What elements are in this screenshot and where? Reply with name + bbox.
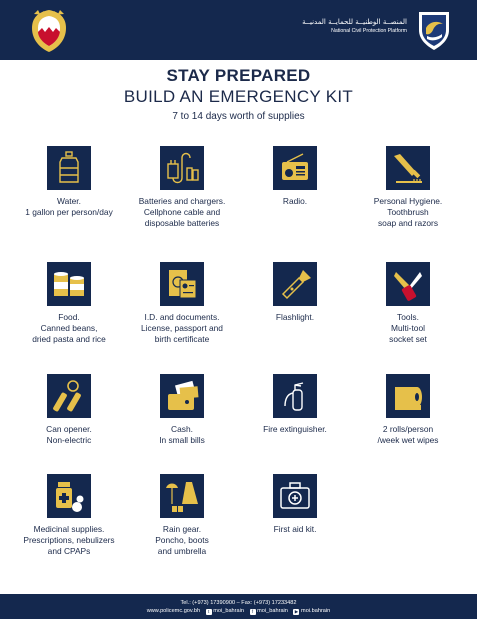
kit-item-detail: birth certificate [154, 334, 210, 344]
kit-item-hygiene [350, 146, 466, 229]
kit-item-tools [350, 262, 466, 345]
kit-item-name: Personal Hygiene. [373, 196, 443, 206]
platform-name-arabic: المنصــة الوطنيــة للحمايــة المدنيــة [302, 18, 407, 26]
kit-item-radio [237, 146, 353, 207]
kit-item-name: Tools. [397, 312, 419, 322]
kit-item-detail: and CPAPs [47, 546, 91, 556]
kit-item-first-aid [237, 474, 353, 535]
kit-item-detail: and umbrella [157, 546, 207, 556]
kit-item-detail: In small bills [159, 435, 205, 445]
kit-item-name: First aid kit. [273, 524, 317, 534]
civil-protection-shield-icon [415, 8, 453, 52]
social-handle[interactable]: moi_bahrain [257, 608, 288, 614]
canned-food-icon [47, 262, 91, 306]
kit-item-rain-gear [124, 474, 240, 557]
kit-item-medicine [11, 474, 127, 557]
toothbrush-icon [386, 146, 430, 190]
kit-item-flashlight [237, 262, 353, 323]
kit-item-cash [124, 374, 240, 446]
kit-item-detail: Multi-tool [391, 323, 425, 333]
kit-item-name: Flashlight. [275, 312, 315, 322]
kit-item-name: I.D. and documents. [144, 312, 220, 322]
flashlight-icon [273, 262, 317, 306]
kit-item-detail: Prescriptions, nebulizers [23, 535, 115, 545]
kit-item-name: Can opener. [46, 424, 92, 434]
youtube-icon: ▶ [294, 609, 299, 614]
kit-item-name: Food. [58, 312, 80, 322]
page-subtitle: 7 to 14 days worth of supplies [172, 111, 305, 122]
kit-item-batteries [124, 146, 240, 229]
first-aid-kit-icon [273, 474, 317, 518]
wallet-cash-icon [160, 374, 204, 418]
passport-icon [160, 262, 204, 306]
kit-item-detail: Cellphone cable and [143, 207, 221, 217]
social-handle[interactable]: moi_bahrain [213, 608, 244, 614]
facebook-icon: f [250, 609, 256, 615]
page-heading: BUILD AN EMERGENCY KIT [123, 87, 354, 106]
kit-item-name: 2 rolls/person [382, 424, 434, 434]
kit-item-can-opener [11, 374, 127, 446]
kit-item-name: Cash. [171, 424, 193, 434]
kit-item-name: Water. [57, 196, 81, 206]
can-opener-icon [47, 374, 91, 418]
rain-gear-icon [160, 474, 204, 518]
social-handle[interactable]: moi.bahrain [301, 608, 331, 614]
kit-item-detail: Toothbrush [387, 207, 429, 217]
kit-item-name: Batteries and chargers. [138, 196, 226, 206]
footer-contact: Tel.: (+973) 17390900 – Fax: (+973) 17233482 [180, 600, 297, 606]
kit-item-detail: soap and razors [377, 218, 439, 228]
kit-item-documents [124, 262, 240, 345]
platform-name [302, 18, 407, 34]
medicine-icon [47, 474, 91, 518]
toilet-roll-icon [386, 374, 430, 418]
kit-item-name: Radio. [282, 196, 308, 206]
kit-item-name: Medicinal supplies. [33, 524, 105, 534]
kit-item-detail: 1 gallon per person/day [25, 207, 113, 217]
kit-item-detail: disposable batteries [144, 218, 220, 228]
header-bar [0, 0, 477, 60]
kit-item-detail: socket set [389, 334, 427, 344]
kit-item-toilet-roll [350, 374, 466, 446]
platform-name-english: National Civil Protection Platform [331, 28, 407, 34]
kit-item-detail: /week wet wipes [377, 435, 439, 445]
kit-item-water [11, 146, 127, 218]
title-block [0, 66, 477, 122]
kit-item-name: Rain gear. [162, 524, 202, 534]
kit-item-detail: dried pasta and rice [32, 334, 106, 344]
page-title: STAY PREPARED [166, 66, 311, 85]
kit-item-detail: Canned beans, [40, 323, 98, 333]
radio-icon [273, 146, 317, 190]
kit-item-detail: Non-electric [46, 435, 92, 445]
kit-item-food [11, 262, 127, 345]
footer-links [0, 608, 477, 615]
bahrain-emblem-icon [28, 8, 70, 54]
kit-item-fire-extinguisher [237, 374, 353, 435]
water-bottle-icon [47, 146, 91, 190]
fire-extinguisher-icon [273, 374, 317, 418]
battery-charger-icon [160, 146, 204, 190]
kit-item-detail: Poncho, boots [155, 535, 209, 545]
twitter-icon: t [206, 609, 212, 615]
kit-item-detail: License, passport and [141, 323, 223, 333]
multitool-icon [386, 262, 430, 306]
website-link[interactable]: www.policemc.gov.bh [146, 608, 201, 614]
kit-item-name: Fire extinguisher. [263, 424, 327, 434]
footer-bar [0, 594, 477, 619]
